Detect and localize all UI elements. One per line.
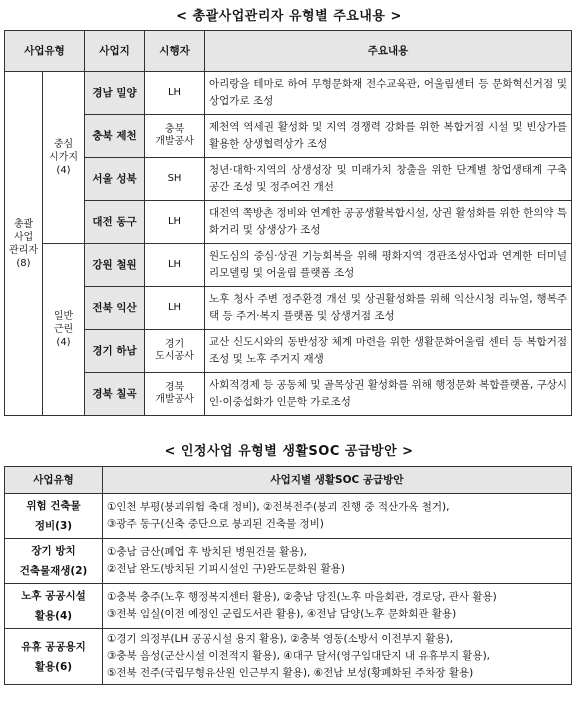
site: 서울 성북 [85,158,145,201]
section2-title: < 인정사업 유형별 생활SOC 공급방안 > [164,444,414,459]
project-type: 위험 건축물 정비(3) [5,494,103,539]
site: 충북 제천 [85,115,145,158]
site: 경남 밀양 [85,72,145,115]
table-row [5,201,572,244]
content: 노후 청사 주변 정주환경 개선 및 상권활성화를 위해 익산시청 리뉴얼, 행복주택 등 주거·복지 플랫폼 및 상생거점 조성 [205,287,572,330]
agency: LH [145,244,205,287]
header-type: 사업유형 [5,467,103,494]
header-agency: 시행자 [145,31,205,72]
table-row [5,244,572,287]
section1-title: < 총괄사업관리자 유형별 주요내용 > [176,9,402,24]
supply-plan: ①충북 충주(노후 행정복지센터 활용), ②충남 당진(노후 마을회관, 경로당, 관사 활용) ③전북 임실(이전 예정인 군립도서관 활용), ④전남 담양(노후 문화회관 활용) [103,584,572,629]
table-row [5,584,572,629]
table-row [5,115,572,158]
header-type: 사업유형 [5,31,85,72]
subgroup-central: 중심 시가지 (4) [43,72,85,244]
project-type: 노후 공공시설 활용(4) [5,584,103,629]
table-row [5,287,572,330]
header-content: 주요내용 [205,31,572,72]
content: 원도심의 중심·상권 기능회복을 위해 평화지역 경관조성사업과 연계한 터미널 리모델링 및 어울림 플랫폼 조성 [205,244,572,287]
agency: SH [145,158,205,201]
subgroup-neighborhood: 일반 근린 (4) [43,244,85,416]
agency: LH [145,72,205,115]
content: 교산 신도시와의 동반성장 체계 마련을 위한 생활문화어울림 센터 등 복합거점 조성 및 노후 주거지 재생 [205,330,572,373]
table-row [5,72,572,115]
site: 대전 동구 [85,201,145,244]
content: 제천역 역세권 활성화 및 지역 경쟁력 강화를 위한 복합거점 시설 및 빈상가를 활용한 상생협력상가 조성 [205,115,572,158]
group-main: 총괄 사업 관리자 (8) [5,72,43,416]
content: 사회적경제 등 공동체 및 골목상권 활성화를 위해 행정문화 복합플랫폼, 구상시인·이중섭화가 인문학 가로조성 [205,373,572,416]
agency: LH [145,201,205,244]
supply-plan: ①인천 부평(붕괴위험 축대 정비), ②전북전주(붕괴 진행 중 적산가옥 철거), ③광주 동구(신축 중단으로 붕괴된 건축물 정비) [103,494,572,539]
table-row [5,539,572,584]
header-supply-plan: 사업지별 생활SOC 공급방안 [103,467,572,494]
content: 대전역 쪽방촌 정비와 연계한 공공생활복합시설, 상권 활성화를 위한 한의약 특화거리 및 상생상가 조성 [205,201,572,244]
table-row [5,330,572,373]
site: 경기 하남 [85,330,145,373]
content: 아리랑을 테마로 하여 무형문화재 전수교육관, 어울림센터 등 문화혁신거점 및 상업가로 조성 [205,72,572,115]
table-row [5,158,572,201]
soc-supply-table [4,466,572,685]
supply-plan: ①경기 의정부(LH 공공시설 용지 활용), ②충북 영동(소방서 이전부지 활용), ③충북 음성(군산시설 이전적지 활용), ④대구 달서(영구임대단지 내 유휴부지 활용), ⑤전북 전주(국립무형유산원 인근부지 활용), ⑥전남 보성(황폐화된 주차장 활용) [103,629,572,685]
table-row [5,494,572,539]
site: 강원 철원 [85,244,145,287]
agency: 충북 개발공사 [145,115,205,158]
project-type: 장기 방치 건축물재생(2) [5,539,103,584]
table-row [5,629,572,685]
type-content-table [4,30,572,416]
site: 경북 칠곡 [85,373,145,416]
agency: LH [145,287,205,330]
site: 전북 익산 [85,287,145,330]
project-type: 유휴 공공용지 활용(6) [5,629,103,685]
content: 청년·대학·지역의 상생성장 및 미래가치 창출을 위한 단계별 창업생태계 구축 공간 조성 및 정주여건 개선 [205,158,572,201]
agency: 경북 개발공사 [145,373,205,416]
table-row [5,373,572,416]
header-site: 사업지 [85,31,145,72]
supply-plan: ①충남 금산(폐업 후 방치된 병원건물 활용), ②전남 완도(방치된 기피시설인 구)완도문화원 활용) [103,539,572,584]
agency: 경기 도시공사 [145,330,205,373]
